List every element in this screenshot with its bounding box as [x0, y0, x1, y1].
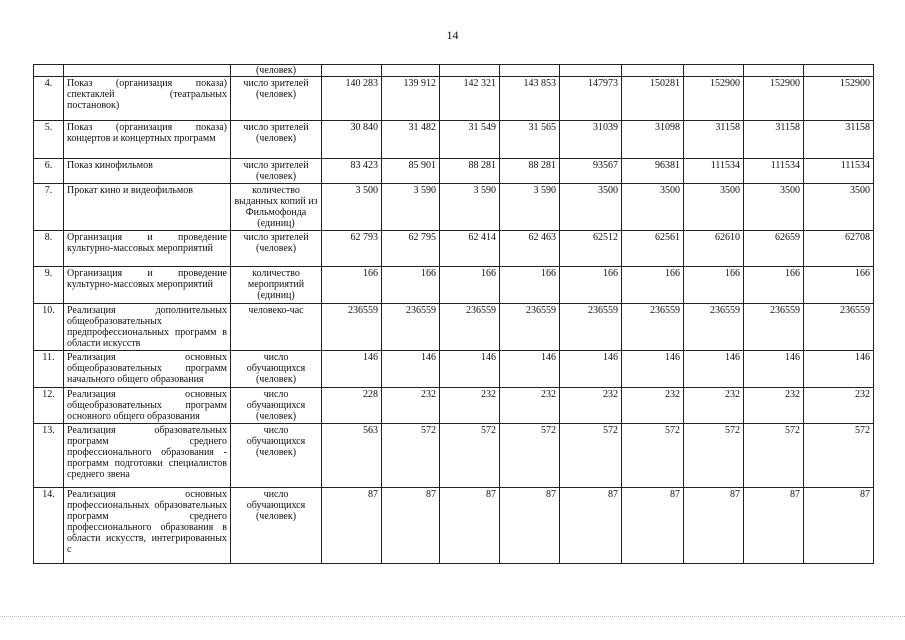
- value-cell: 31158: [804, 121, 874, 159]
- table-row: [34, 351, 874, 388]
- value-cell: 62 793: [322, 231, 382, 267]
- value-cell: 87: [622, 488, 684, 564]
- table-row: [34, 159, 874, 184]
- value-cell: 166: [744, 267, 804, 304]
- value-cell: 87: [560, 488, 622, 564]
- value-cell: 87: [684, 488, 744, 564]
- service-name: Реализация основных общеобразовательных программ начального общего образования: [64, 351, 231, 388]
- row-number: 9.: [34, 267, 64, 304]
- value-cell: 146: [382, 351, 440, 388]
- value-cell: 87: [382, 488, 440, 564]
- value-cell: 3 590: [500, 184, 560, 231]
- value-cell: 236559: [440, 304, 500, 351]
- value-cell: 87: [322, 488, 382, 564]
- value-cell: 232: [382, 388, 440, 424]
- value-cell: 166: [804, 267, 874, 304]
- value-cell: 232: [744, 388, 804, 424]
- value-cell: 3500: [622, 184, 684, 231]
- unit-of-measure: число обучающихся (человек): [231, 388, 322, 424]
- value-cell: 62561: [622, 231, 684, 267]
- table-row: [34, 121, 874, 159]
- value-cell: 572: [622, 424, 684, 488]
- unit-of-measure: число зрителей (человек): [231, 159, 322, 184]
- value-cell: 232: [440, 388, 500, 424]
- unit-of-measure: число обучающихся (человек): [231, 424, 322, 488]
- table-row: [34, 77, 874, 121]
- value-cell: 232: [500, 388, 560, 424]
- continued-unit: (человек): [231, 65, 322, 77]
- service-name: Показ кинофильмов: [64, 159, 231, 184]
- value-cell: 152900: [684, 77, 744, 121]
- value-cell: 142 321: [440, 77, 500, 121]
- value-cell: 152900: [744, 77, 804, 121]
- value-cell: 31039: [560, 121, 622, 159]
- service-name: Организация и проведение культурно-массовых мероприятий: [64, 231, 231, 267]
- value-cell: 146: [560, 351, 622, 388]
- service-name: Реализация образовательных программ среднего профессионального образования - программ подготовки специалистов среднего звена: [64, 424, 231, 488]
- value-cell: 30 840: [322, 121, 382, 159]
- value-cell: 31158: [744, 121, 804, 159]
- value-cell: 31158: [684, 121, 744, 159]
- value-cell: 96381: [622, 159, 684, 184]
- row-number: 5.: [34, 121, 64, 159]
- row-number: 12.: [34, 388, 64, 424]
- value-cell: 31098: [622, 121, 684, 159]
- value-cell: 62659: [744, 231, 804, 267]
- table-row: [34, 488, 874, 564]
- value-cell: 3 590: [440, 184, 500, 231]
- table-row: [34, 424, 874, 488]
- value-cell: 111534: [684, 159, 744, 184]
- value-cell: 146: [684, 351, 744, 388]
- unit-of-measure: количество выданных копий из Фильмофонда (единиц): [231, 184, 322, 231]
- value-cell: 62 414: [440, 231, 500, 267]
- value-cell: 146: [322, 351, 382, 388]
- value-cell: 147973: [560, 77, 622, 121]
- value-cell: 88 281: [500, 159, 560, 184]
- value-cell: 87: [440, 488, 500, 564]
- value-cell: 572: [500, 424, 560, 488]
- value-cell: 572: [744, 424, 804, 488]
- value-cell: 232: [684, 388, 744, 424]
- value-cell: 236559: [622, 304, 684, 351]
- service-name: Прокат кино и видеофильмов: [64, 184, 231, 231]
- row-number: 10.: [34, 304, 64, 351]
- table-row: [34, 184, 874, 231]
- cell-empty: [34, 65, 64, 77]
- value-cell: 236559: [744, 304, 804, 351]
- value-cell: 146: [804, 351, 874, 388]
- unit-of-measure: число зрителей (человек): [231, 77, 322, 121]
- value-cell: 572: [804, 424, 874, 488]
- value-cell: 3500: [804, 184, 874, 231]
- scan-edge-noise: [0, 616, 905, 618]
- value-cell: 143 853: [500, 77, 560, 121]
- row-number: 11.: [34, 351, 64, 388]
- value-cell: 236559: [804, 304, 874, 351]
- value-cell: 140 283: [322, 77, 382, 121]
- value-cell: 236559: [684, 304, 744, 351]
- value-cell: 3500: [560, 184, 622, 231]
- value-cell: 87: [744, 488, 804, 564]
- row-number: 13.: [34, 424, 64, 488]
- value-cell: 87: [500, 488, 560, 564]
- value-cell: 232: [560, 388, 622, 424]
- value-cell: 236559: [500, 304, 560, 351]
- continued-row: [34, 65, 874, 77]
- unit-of-measure: число обучающихся (человек): [231, 488, 322, 564]
- value-cell: 563: [322, 424, 382, 488]
- value-cell: 166: [440, 267, 500, 304]
- service-name: Реализация основных профессиональных образовательных программ среднего профессионального образования в области искусств, интегрированных с: [64, 488, 231, 564]
- value-cell: 62610: [684, 231, 744, 267]
- service-name: Реализация дополнительных общеобразовательных предпрофессиональных программ в области искусств: [64, 304, 231, 351]
- unit-of-measure: число зрителей (человек): [231, 121, 322, 159]
- unit-of-measure: число обучающихся (человек): [231, 351, 322, 388]
- indicators-table: [33, 64, 874, 564]
- value-cell: 166: [382, 267, 440, 304]
- value-cell: 3500: [744, 184, 804, 231]
- value-cell: 93567: [560, 159, 622, 184]
- value-cell: 139 912: [382, 77, 440, 121]
- value-cell: 232: [804, 388, 874, 424]
- unit-of-measure: число зрителей (человек): [231, 231, 322, 267]
- value-cell: 146: [622, 351, 684, 388]
- value-cell: 152900: [804, 77, 874, 121]
- value-cell: 83 423: [322, 159, 382, 184]
- value-cell: 146: [440, 351, 500, 388]
- table-row: [34, 231, 874, 267]
- page-number: 14: [446, 28, 459, 42]
- value-cell: 31 549: [440, 121, 500, 159]
- value-cell: 572: [440, 424, 500, 488]
- table-row: [34, 304, 874, 351]
- value-cell: 62708: [804, 231, 874, 267]
- value-cell: 62 463: [500, 231, 560, 267]
- value-cell: 62512: [560, 231, 622, 267]
- cell-empty: [64, 65, 231, 77]
- value-cell: 166: [560, 267, 622, 304]
- service-name: Показ (организация показа) концертов и концертных программ: [64, 121, 231, 159]
- value-cell: 146: [744, 351, 804, 388]
- value-cell: 3 500: [322, 184, 382, 231]
- value-cell: 236559: [382, 304, 440, 351]
- value-cell: 228: [322, 388, 382, 424]
- value-cell: 236559: [322, 304, 382, 351]
- unit-of-measure: человеко-час: [231, 304, 322, 351]
- service-name: Показ (организация показа) спектаклей (театральных постановок): [64, 77, 231, 121]
- value-cell: 111534: [744, 159, 804, 184]
- row-number: 8.: [34, 231, 64, 267]
- value-cell: 232: [622, 388, 684, 424]
- value-cell: 166: [500, 267, 560, 304]
- value-cell: 572: [382, 424, 440, 488]
- value-cell: 150281: [622, 77, 684, 121]
- value-cell: 166: [684, 267, 744, 304]
- value-cell: 236559: [560, 304, 622, 351]
- value-cell: 85 901: [382, 159, 440, 184]
- value-cell: 31 482: [382, 121, 440, 159]
- service-name: Реализация основных общеобразовательных программ основного общего образования: [64, 388, 231, 424]
- row-number: 14.: [34, 488, 64, 564]
- row-number: 4.: [34, 77, 64, 121]
- table-row: [34, 267, 874, 304]
- row-number: 6.: [34, 159, 64, 184]
- table-row: [34, 388, 874, 424]
- value-cell: 572: [684, 424, 744, 488]
- value-cell: 62 795: [382, 231, 440, 267]
- unit-of-measure: количество мероприятий (единиц): [231, 267, 322, 304]
- service-name: Организация и проведение культурно-массовых мероприятий: [64, 267, 231, 304]
- value-cell: 166: [622, 267, 684, 304]
- row-number: 7.: [34, 184, 64, 231]
- value-cell: 146: [500, 351, 560, 388]
- value-cell: 88 281: [440, 159, 500, 184]
- value-cell: 87: [804, 488, 874, 564]
- value-cell: 166: [322, 267, 382, 304]
- value-cell: 31 565: [500, 121, 560, 159]
- value-cell: 3 590: [382, 184, 440, 231]
- value-cell: 111534: [804, 159, 874, 184]
- value-cell: 572: [560, 424, 622, 488]
- value-cell: 3500: [684, 184, 744, 231]
